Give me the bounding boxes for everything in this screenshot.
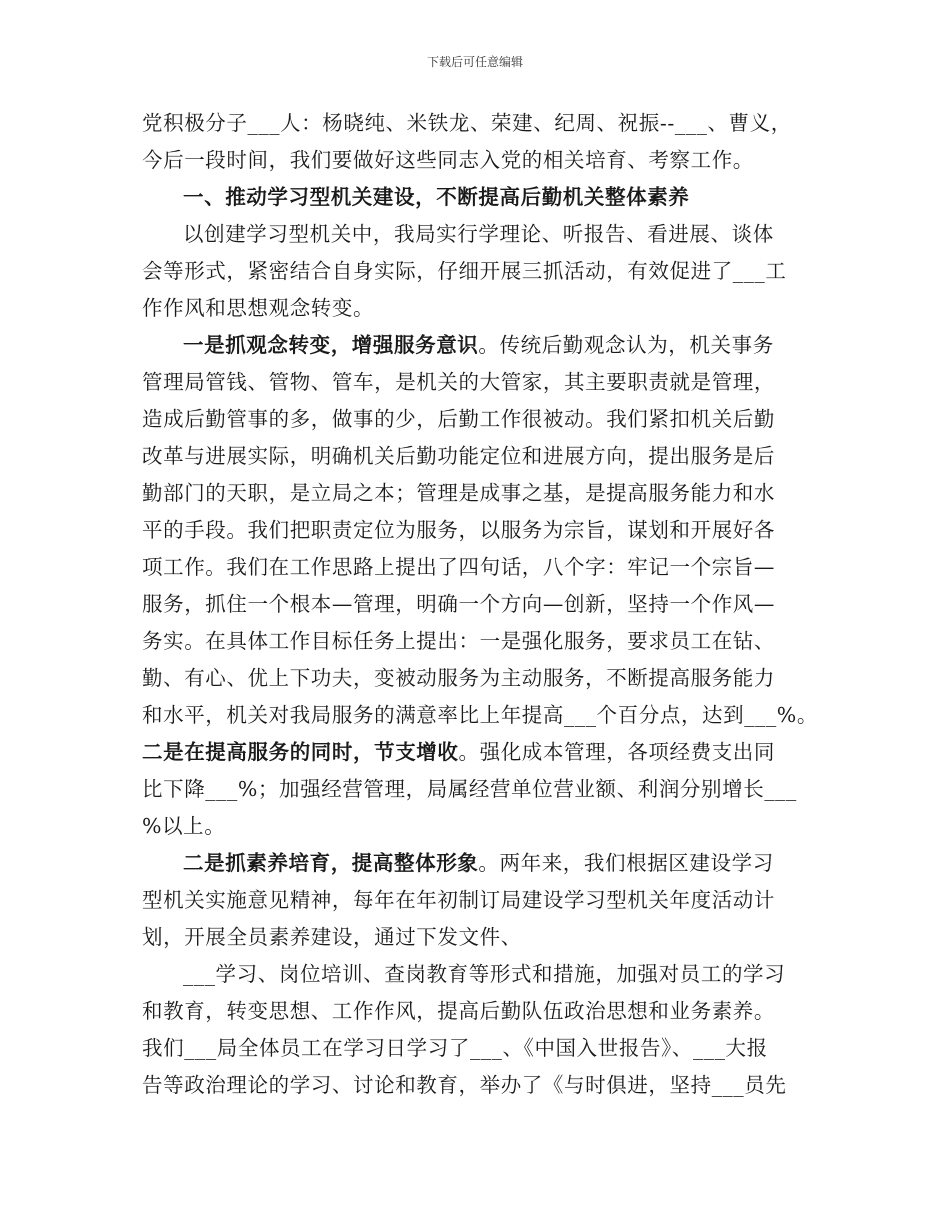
paragraph-party-activists [142, 105, 814, 179]
text-line: 勤部门的天职，是立局之本；管理是成事之基，是提高服务能力和水 [142, 481, 775, 505]
text-line: 服务，抓住一个根本—管理，明确一个方向—创新，坚持一个作风— [142, 592, 775, 616]
text-line: 和教育，转变思想、工作作风，提高后勤队伍政治思想和业务素养。 [142, 999, 775, 1023]
text-line: 务实。在具体工作目标任务上提出：一是强化服务，要求员工在钻、 [142, 629, 775, 653]
paragraph-cost-saving [142, 734, 814, 845]
section-heading-text: 一、推动学习型机关建设，不断提高后勤机关整体素养 [183, 185, 690, 209]
text-line: 党积极分子___人：杨晓纯、米铁龙、荣建、纪周、祝振--___、曹义， [142, 111, 792, 135]
text-line: 项工作。我们在工作思路上提出了四句话，八个字：牢记一个宗旨— [142, 555, 775, 579]
text-line [142, 845, 814, 882]
document-body [142, 105, 818, 1104]
lead-bold-text: 一是抓观念转变，增强服务意识 [183, 333, 479, 357]
text-line: ___学习、岗位培训、查岗教育等形式和措施，加强对员工的学习 [183, 962, 786, 986]
text-run: 。传统后勤观念认为，机关事务 [478, 333, 774, 357]
text-line [142, 734, 814, 771]
text-line: 我们___局全体员工在学习日学习了___、《中国入世报告》、___大报 [142, 1036, 768, 1060]
text-line: 改革与进展实际，明确机关后勤功能定位和进展方向，提出服务是后 [142, 444, 775, 468]
lead-bold-text: 二是在提高服务的同时，节支增收 [142, 740, 459, 764]
text-line: 会等形式，紧密结合自身实际，仔细开展三抓活动，有效促进了___工 [142, 259, 787, 283]
text-run: 。两年来，我们根据区建设学习 [478, 851, 774, 875]
paragraph-learning-org [142, 216, 814, 327]
text-line: 管理局管钱、管物、管车，是机关的大管家，其主要职责就是管理， [142, 370, 775, 394]
text-line: 划，开展全员素养建设，通过下发文件、 [142, 925, 522, 949]
page-header [0, 55, 950, 69]
paragraph-service-awareness [142, 327, 818, 734]
text-line: 型机关实施意见精神，每年在年初制订局建设学习型机关年度活动计 [142, 888, 775, 912]
text-line: 造成后勤管事的多，做事的少，后勤工作很被动。我们紧扣机关后勤 [142, 407, 775, 431]
paragraph-quality-training [142, 845, 814, 956]
section-heading [142, 179, 814, 216]
text-run: 。强化成本管理，各项经费支出同 [458, 740, 775, 764]
text-line: 今后一段时间，我们要做好这些同志入党的相关培育、考察工作。 [142, 148, 754, 172]
text-line: 和水平，机关对我局服务的满意率比上年提高___个百分点，达到___%。 [142, 703, 818, 727]
paragraph-study-education [142, 956, 814, 1104]
lead-bold-text: 二是抓素养培育，提高整体形象 [183, 851, 479, 875]
text-line: %以上。 [142, 814, 226, 838]
text-line: 勤、有心、优上下功夫，变被动服务为主动服务，不断提高服务能力 [142, 666, 775, 690]
text-line: 平的手段。我们把职责定位为服务，以服务为宗旨，谋划和开展好各 [142, 518, 775, 542]
text-line: 作作风和思想观念转变。 [142, 296, 375, 320]
header-text: 下载后可任意编辑 [426, 55, 523, 69]
text-line: 比下降___%；加强经营管理，局属经营单位营业额、利润分别增长___ [142, 777, 797, 801]
text-line: 告等政治理论的学习、讨论和教育，举办了《与时俱进，坚持___员先 [142, 1073, 787, 1097]
text-line [142, 327, 814, 364]
text-line: 以创建学习型机关中，我局实行学理论、听报告、看进展、谈体 [183, 222, 774, 246]
